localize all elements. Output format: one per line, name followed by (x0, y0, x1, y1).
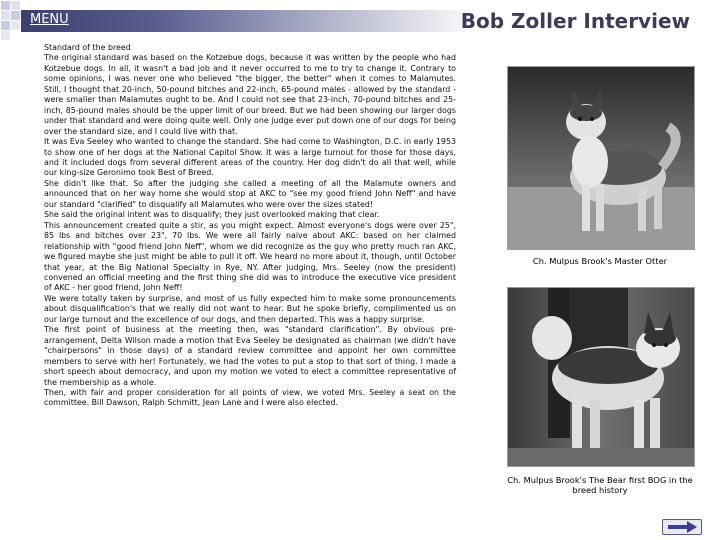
article-paragraph: We were totally taken by surprise, and most of us fully expected him to make some pronouncements about disqualification's that we really did not want to hear. But he spoke briefly, complimented us on our large turnout and the excellence of our dogs, and then departed. This was a happy surprise. (44, 293, 456, 324)
menu-link[interactable]: MENU (30, 12, 69, 27)
next-arrow-icon (663, 520, 701, 534)
article-paragraph: Then, with fair and proper consideration for all points of view, we voted Mrs. Seeley a seat on the committee. Bill Dawson, Ralph Schmitt, Jean Lane and I were also elected. (44, 387, 456, 408)
dog-photo-image (508, 288, 694, 466)
next-page-button[interactable] (662, 519, 702, 535)
dog-photo-image (508, 67, 694, 249)
article-body (44, 43, 456, 409)
dog-photo-the-bear (507, 287, 695, 467)
page-title: Bob Zoller Interview (460, 9, 690, 33)
article-paragraph: This announcement created quite a stir, as you might expect. Almost everyone's dogs were over 25", 85 lbs and bitches over 23", 70 lbs. We were all fairly naive about AKC: based on her claimed relationship with "good friend John Neff", whom we did recognize as the guy who pretty much ran AKC, we figured maybe she just might be able to pull it off. We heard no more about it, though, until October that year, at the Big National Specialty in Rye, NY. After judging, Mrs. Seeley (now the president) convened an official meeting and the first thing she did was to introduce the executive vice president of AKC - her good friend, John Neff! (44, 220, 456, 293)
article-paragraph: It was Eva Seeley who wanted to change the standard. She had come to Washington, D.C. in early 1953 to show one of her dogs at the National Capitol Show. It was a large turnout for those for those days, and it included dogs from several different areas of the country. Her dog didn't do all that well, while our king-size Geronimo took Best of Breed. (44, 137, 456, 178)
article-paragraph: The original standard was based on the Kotzebue dogs, because it was written by the people who had Kotzebue dogs. In all, it wasn't a bad job and it never occurred to me to try to change it. Contrary to some opinions, I was never one who believed "the bigger, the better" when it comes to Malamutes. Still, I thought that 20-inch, 50-pound bitches and 22-inch, 65-pound males - allowed by the standard - were smaller than Malamutes ought to be. And I could not see that 23-inch, 70-pound bitches and 25-inch, 85-pound males should be the upper limit of our breed. But we had been showing our larger dogs under that standard and were doing quite well. Only one judge ever put down one of our dogs for being over the standard size, and I could live with that. (44, 53, 456, 136)
photo-caption: Ch. Mulpus Brook's Master Otter (532, 256, 668, 266)
photo-caption: Ch. Mulpus Brook's The Bear first BOG in the breed history (507, 475, 693, 495)
article-paragraph: The first point of business at the meeting then, was "standard clarification". By obvious pre-arrangement, Delta Wilson made a motion that Eva Seeley be designated as chairman (we didn't have "chairpersons" in those days) of a standard review committee and appoint her own committee members to serve with her! Fortunately, we had the votes to put a stop to that sort of thing. I made a short speech about democracy, and upon my motion we voted to elect a committee representative of the membership as a whole. (44, 325, 456, 387)
article-paragraph: She didn't like that. So after the judging she called a meeting of all the Malamute owners and announced that on her way home she would stop at AKC to "see my good friend John Neff" and have our standard "clarified" to disqualify all Malamutes who were over the sizes stated! (44, 178, 456, 209)
menu-bar (21, 10, 481, 32)
article-paragraph: Standard of the breed (44, 43, 131, 52)
article-paragraph: She said the original intent was to disqualify; they just overlooked making that clear. (44, 210, 380, 220)
dog-photo-master-otter (507, 66, 695, 250)
